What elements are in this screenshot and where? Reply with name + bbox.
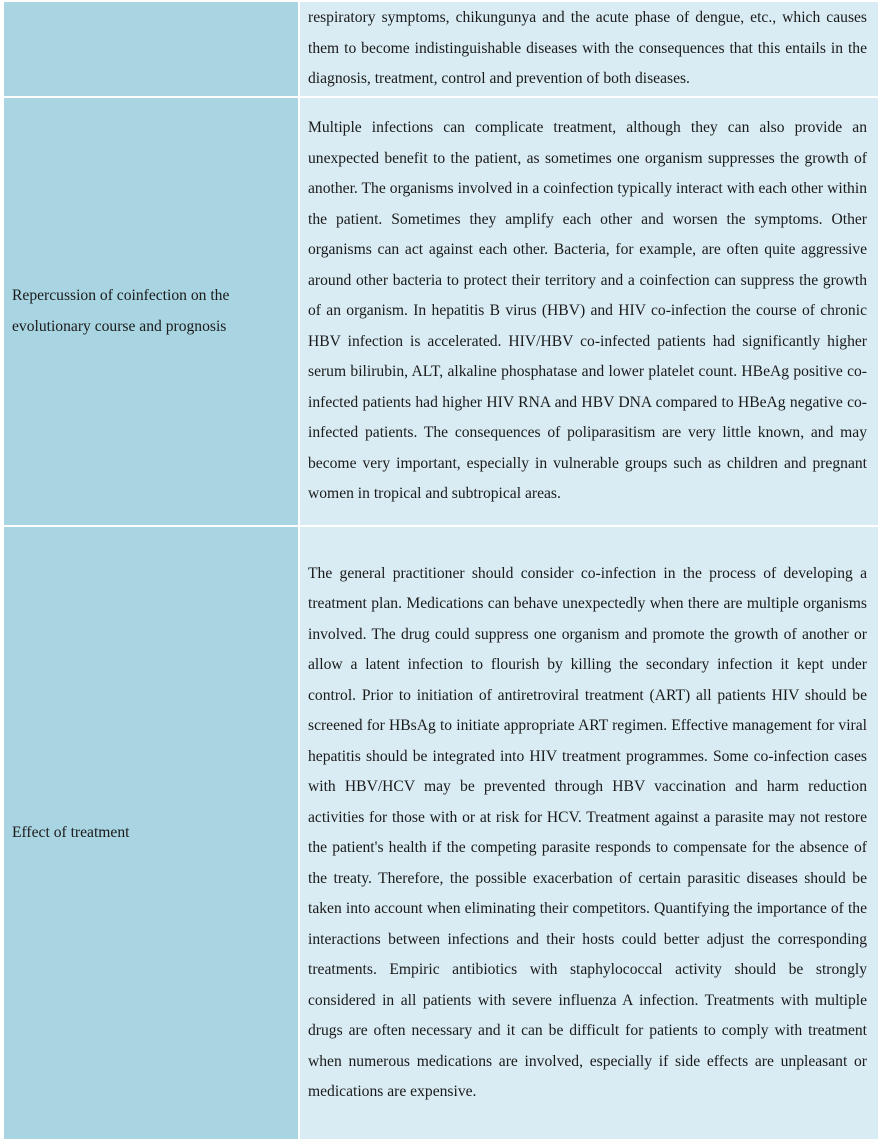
table-row — [3, 526, 879, 1140]
row-label: Effect of treatment — [12, 823, 130, 841]
coinfection-table — [2, 0, 880, 1141]
row-label-cell — [3, 97, 299, 526]
table-row — [3, 97, 879, 526]
row-body-text: Multiple infections can complicate treatment, although they can also provide an unexpected benefit to the patient, as sometimes one organism suppresses the growth of another. The organisms involved in a coinfection typically interact with each other within the patient. Sometimes they amplify each other and worsen the symptoms. Other organisms can act against each other. Bacteria, for example, are often quite aggressive around other bacteria to protect their territory and a coinfection can suppress the growth of an organism. In hepatitis B virus (HBV) and HIV co-infection the course of chronic HBV infection is accelerated. HIV/HBV co-infected patients had significantly higher serum bilirubin, ALT, alkaline phosphatase and lower platelet count. HBeAg positive co-infected patients had higher HIV RNA and HBV DNA compared to HBeAg negative co-infected patients. The consequences of poliparasitism are very little known, and may become very important, especially in vulnerable groups such as children and pregnant women in tropical and subtropical areas. — [308, 119, 867, 503]
row-body-cell — [299, 1, 879, 97]
row-label-cell — [3, 526, 299, 1140]
row-body-text: respiratory symptoms, chikungunya and the acute phase of dengue, etc., which causes them to become indistinguishable diseases with the consequences that this entails in the diagnosis, treatment, control and prevention of both diseases. — [308, 9, 867, 88]
row-body-cell — [299, 97, 879, 526]
row-body-text: The general practitioner should consider co-infection in the process of developing a treatment plan. Medications can behave unexpectedly when there are multiple organisms involved. The drug could suppress one organism and promote the growth of another or allow a latent infection to flourish by killing the secondary infection it kept under control. Prior to initiation of antiretroviral treatment (ART) all patients HIV should be screened for HBsAg to initiate appropriate ART regimen. Effective management for viral hepatitis should be integrated into HIV treatment programmes. Some co-infection cases with HBV/HCV may be prevented through HBV vaccination and harm reduction activities for those with or at risk for HCV. Treatment against a parasite may not restore the patient's health if the competing parasite responds to compensate for the absence of the treaty. Therefore, the possible exacerbation of certain parasitic diseases should be taken into account when eliminating their competitors. Quantifying the importance of the interactions between infections and their hosts could better adjust the corresponding treatments. Empiric antibiotics with staphylococcal activity should be strongly considered in all patients with severe influenza A infection. Treatments with multiple drugs are often necessary and it can be difficult for patients to comply with treatment when numerous medications are involved, especially if side effects are unpleasant or medications are expensive. — [308, 564, 867, 1100]
row-label-cell — [3, 1, 299, 97]
row-label: Repercussion of coinfection on the evolutionary course and prognosis — [12, 287, 230, 335]
row-body-cell — [299, 526, 879, 1140]
table-row — [3, 1, 879, 97]
